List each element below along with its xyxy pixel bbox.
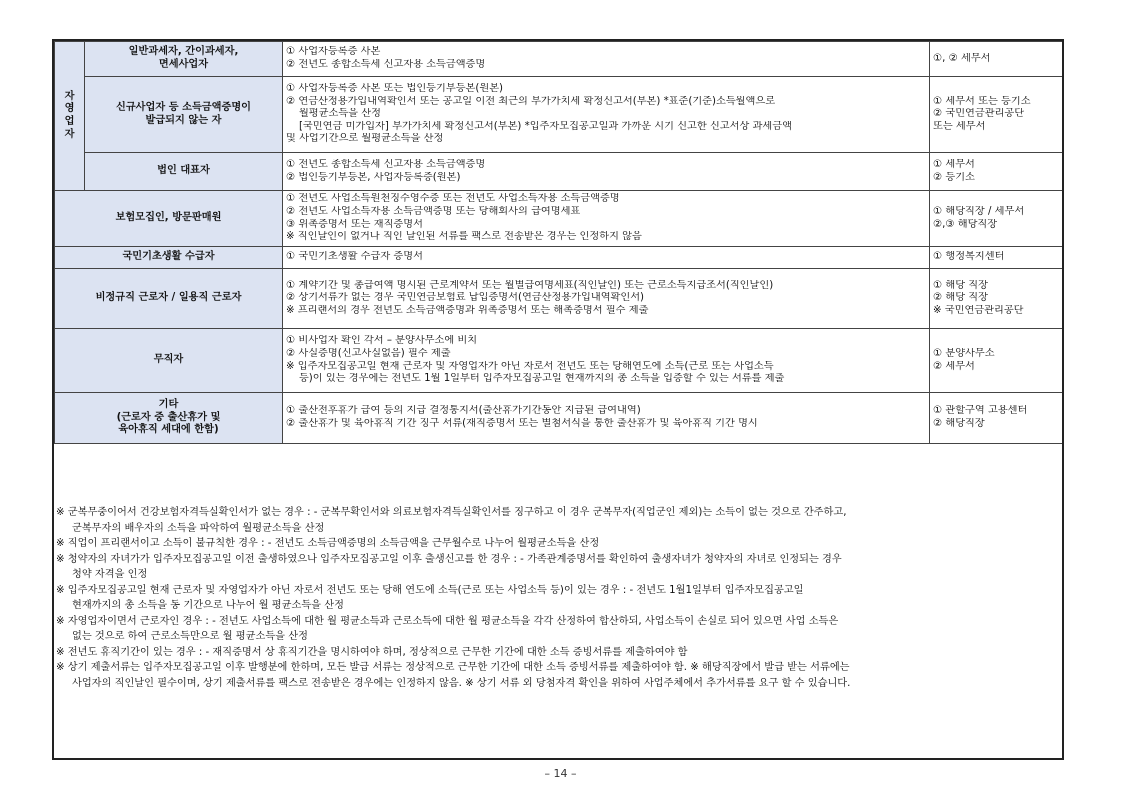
category-cell: 일반과세자, 간이과세자, 면세사업자 — [85, 42, 283, 77]
issuer-line: ① 해당 직장 — [933, 279, 988, 291]
table-row — [55, 77, 1063, 153]
note-item: ※ 전년도 휴직기간이 있는 경우 : - 재직증명서 상 휴직기간을 명시하여야 하며, 정상적으로 근무한 기간에 대한 소득 증빙서류를 제출하여야 함 — [56, 646, 688, 658]
table-row — [55, 329, 1063, 393]
table-row — [55, 393, 1063, 444]
issuer-line: ① 행정복지센터 — [933, 251, 1005, 263]
issuer-cell — [930, 77, 1063, 153]
category-cell: 기타 (근로자 중 출산휴가 및 육아휴직 세대에 한함) — [55, 393, 283, 444]
document-line: ① 출산전후휴가 급여 등의 지급 결정통지서(출산휴가기간동안 지급된 급여내역) — [286, 405, 641, 417]
issuer-line: ※ 국민연금관리공단 — [933, 304, 1024, 316]
document-frame — [52, 39, 1064, 760]
issuer-cell — [930, 247, 1063, 269]
document-line: ② 전년도 종합소득세 신고자용 소득금액증명 — [286, 59, 486, 70]
document-line: ① 비사업자 확인 각서 – 분양사무소에 비치 — [286, 335, 478, 347]
issuer-line: ① 세무서 — [933, 158, 975, 170]
note-item: ※ 입주자모집공고일 현재 근로자 및 자영업자가 아닌 자로서 전년도 또는 당해 연도에 소득(근로 또는 사업소득 등)이 있는 경우 : - 전년도 1월1일부터 입주자모집공고일 현재까지의 총 소득을 동 기간으로 나누어 월 평균소득을 산정 — [56, 584, 804, 611]
documents-cell — [283, 77, 930, 153]
document-line: ② 법인등기부등본, 사업자등록증(원본) — [286, 171, 461, 183]
issuer-line: ① 관할구역 고용센터 — [933, 405, 1028, 417]
category-cell: 비정규직 근로자 / 일용직 근로자 — [55, 269, 283, 329]
category-cell: 무직자 — [55, 329, 283, 393]
documents-cell — [283, 42, 930, 77]
issuer-line: ② 해당직장 — [933, 418, 985, 429]
document-line: ① 전년도 종합소득세 신고자용 소득금액증명 — [286, 158, 486, 170]
document-line: 월평균소득을 산정 — [286, 108, 381, 120]
documents-cell — [283, 393, 930, 444]
document-line: ③ 위촉증명서 또는 재직증명서 — [286, 218, 423, 230]
documents-cell — [283, 247, 930, 269]
document-line: ※ 프리랜서의 경우 전년도 소득금액증명과 위촉증명서 또는 해촉증명서 필수 제출 — [286, 304, 649, 316]
issuer-line: ② 세무서 — [933, 360, 975, 372]
documents-cell — [283, 269, 930, 329]
note-item: ※ 상기 제출서류는 입주자모집공고일 이후 발행분에 한하며, 모든 발급 서류는 정상적으로 근무한 기간에 대한 소득 증빙서류를 제출하여야 함. ※ 해당직장에서 발급 받는 서류에는 사업자의 직인날인 필수이며, 상기 제출서류를 팩스로 전송받은 경우에는 인정하지 않음. ※ 상기 서류 외 당첨자격 확인을 위하여 사업주체에서 추가서류를 요구 할 수 있습니다. — [56, 662, 851, 689]
document-line: ① 사업자등록증 사본 또는 법인등기부등본(원본) — [286, 83, 504, 95]
document-line: ※ 입주자모집공고일 현재 근로자 및 자영업자가 아닌 자로서 전년도 또는 당해연도에 소득(근로 또는 사업소득 — [286, 360, 774, 372]
documents-cell — [283, 191, 930, 247]
notes-section — [54, 505, 1062, 691]
document-line: ② 출산휴가 및 육아휴직 기간 징구 서류(재직증명서 또는 별첨서식을 통한 출산휴가 및 육아휴직 기간 명시 — [286, 418, 758, 429]
issuer-line: ① 해당직장 / 세무서 — [933, 205, 1025, 217]
table-row — [55, 153, 1063, 191]
document-line: ② 전년도 사업소득자용 소득금액증명 또는 당해회사의 급여명세표 — [286, 205, 581, 217]
category-cell: 보험모집인, 방문판매원 — [55, 191, 283, 247]
issuer-cell — [930, 269, 1063, 329]
document-line: ① 계약기간 및 총급여액 명시된 근로계약서 또는 월별급여명세표(직인날인) 또는 근로소득지급조서(직인날인) — [286, 279, 774, 291]
issuer-line: ②,③ 해당직장 — [933, 218, 998, 230]
issuer-line: ① 세무서 또는 등기소 — [933, 95, 1031, 107]
note-item: ※ 직업이 프리랜서이고 소득이 불규칙한 경우 : - 전년도 소득금액증명의 소득금액을 근무월수로 나누어 월평균소득을 산정 — [56, 538, 600, 549]
category-cell: 국민기초생활 수급자 — [55, 247, 283, 269]
table-row — [55, 269, 1063, 329]
section-label-self-employed: 자 영 업 자 — [55, 42, 85, 191]
page-number: – 14 – — [544, 767, 577, 780]
document-line: 및 사업기간으로 월평균소득을 산정 — [286, 133, 444, 145]
table-row — [55, 247, 1063, 269]
category-cell: 신규사업자 등 소득금액증명이 발급되지 않는 자 — [85, 77, 283, 153]
note-item: ※ 군복무중이어서 건강보험자격득실확인서가 없는 경우 : - 군복무확인서와 의료보험자격득실확인서를 징구하고 이 경우 군복무자(직업군인 제외)는 소득이 없는 것으로 간주하고, 군복무자의 배우자의 소득을 파악하여 월평균소득을 산정 — [56, 507, 847, 534]
note-item: ※ 청약자의 자녀가가 입주자모집공고일 이전 출생하였으나 입주자모집공고일 이후 출생신고를 한 경우 : - 가족관계증명서를 확인하여 출생자녀가 청약자의 자녀로 인정되는 경우 청약 자격을 인정 — [56, 553, 842, 580]
documents-cell — [283, 153, 930, 191]
table-row — [55, 191, 1063, 247]
document-line: ② 사실증명(신고사실없음) 필수 제출 — [286, 347, 451, 359]
note-item: ※ 자영업자이면서 근로자인 경우 : - 전년도 사업소득에 대한 월 평균소득과 근로소득에 대한 월 평균소득을 각각 산정하여 합산하되, 사업소득이 손실로 되어 있으면 사업 소득은 없는 것으로 하여 근로소득만으로 월 평균소득을 산정 — [56, 615, 839, 642]
issuer-line: ① 분양사무소 — [933, 347, 995, 359]
table-row — [55, 42, 1063, 77]
issuer-cell — [930, 393, 1063, 444]
document-line: ② 연금산정용가입내역확인서 또는 공고일 이전 최근의 부가가치세 확정신고서(부본) *표준(기준)소득월액으로 — [286, 95, 776, 107]
issuer-cell — [930, 329, 1063, 393]
document-line: ※ 직인날인이 없거나 직인 날인된 서류를 팩스로 전송받은 경우는 인정하지 않음 — [286, 231, 642, 243]
issuer-line: ①, ② 세무서 — [933, 52, 991, 64]
income-documents-table — [54, 41, 1063, 444]
category-cell: 법인 대표자 — [85, 153, 283, 191]
document-line: ① 전년도 사업소득원천징수영수증 또는 전년도 사업소득자용 소득금액증명 — [286, 193, 620, 205]
document-line: 등)이 있는 경우에는 전년도 1월 1일부터 입주자모집공고일 현재까지의 총 소득을 입증할 수 있는 서류를 제출 — [286, 373, 785, 385]
document-line: ② 상기서류가 없는 경우 국민연금보험료 납입증명서(연금산정용가입내역확인서) — [286, 292, 645, 304]
issuer-line: ② 해당 직장 — [933, 292, 988, 304]
documents-cell — [283, 329, 930, 393]
issuer-line: ② 국민연금관리공단 — [933, 108, 1025, 120]
issuer-cell — [930, 153, 1063, 191]
document-line: ① 사업자등록증 사본 — [286, 46, 381, 58]
issuer-line: ② 등기소 — [933, 171, 975, 183]
issuer-line: 또는 세무서 — [933, 120, 986, 132]
document-line: ① 국민기초생활 수급자 증명서 — [286, 251, 423, 263]
document-line: [국민연금 미가입자] 부가가치세 확정신고서(부본) *입주자모집공고일과 가까운 시기 신고한 신고서상 과세금액 — [286, 120, 792, 132]
issuer-cell — [930, 191, 1063, 247]
issuer-cell — [930, 42, 1063, 77]
